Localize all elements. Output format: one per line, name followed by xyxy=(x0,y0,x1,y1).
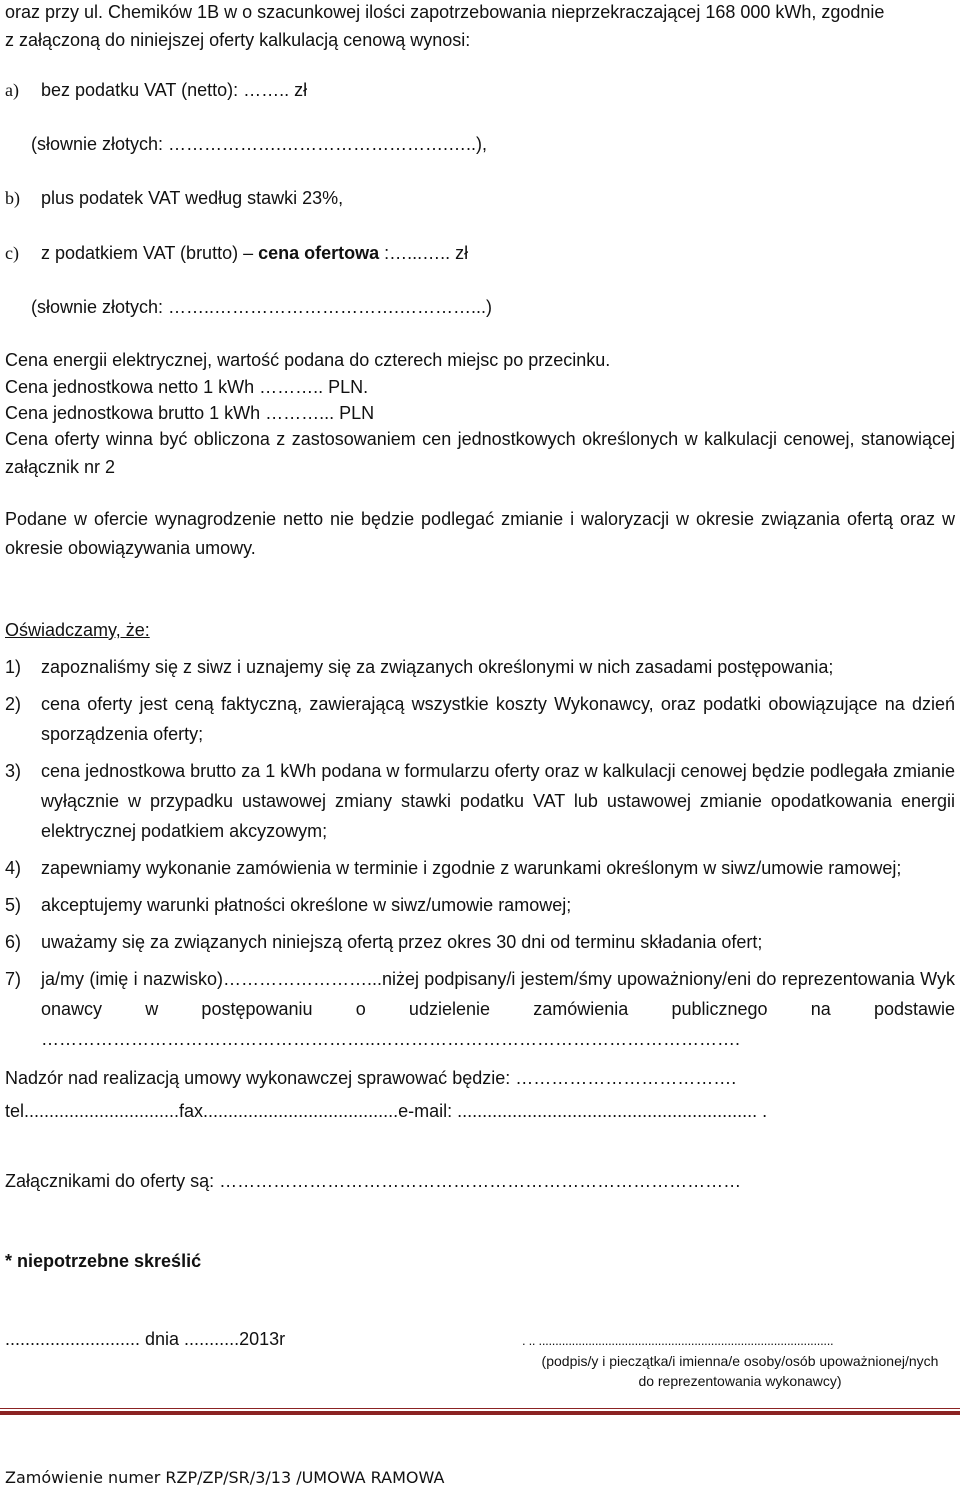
intro-line-2: z załączoną do niniejszej oferty kalkulacją cenową wynosi: xyxy=(5,30,471,50)
item-text: akceptujemy warunki płatności określone w siwz/umowie ramowej; xyxy=(41,895,572,915)
item-text: zapewniamy wykonanie zamówienia w terminie i zgodnie z warunkami określonym w siwz/umowie ramowej; xyxy=(41,858,902,878)
item-number: 3) xyxy=(5,761,22,781)
item-marker-c: c) xyxy=(5,243,19,263)
remuneration-note: Podane w ofercie wynagrodzenie netto nie będzie podlegać zmianie i waloryzacji w okresie związania ofertą oraz w okresie obowiązywania umowy. xyxy=(5,509,955,558)
item-text: cena jednostkowa brutto za 1 kWh podana w formularzu oferty oraz w kalkulacji cenowej będzie podlegała zmianie wyłącznie w przypadku ustawowej zmiany stawki podatku VAT lub ustawowej zmianie opodatkowania energii elektrycznej podatkiem akcyzowym; xyxy=(41,761,955,841)
supervision-line: Nadzór nad realizacją umowy wykonawczej sprawować będzie: ………………………………. xyxy=(5,1068,737,1088)
item-marker-a: a) xyxy=(5,80,19,100)
attachments-line: Załącznikami do oferty są: …………………………………………………………………………… xyxy=(5,1171,742,1191)
item-text: zapoznaliśmy się z siwz i uznajemy się za związanych określonymi w nich zasadami postępowania; xyxy=(41,657,834,677)
signature-dots: . .. ......................................................................................... xyxy=(522,1333,834,1348)
price-gross-prefix: z podatkiem VAT (brutto) – xyxy=(41,243,259,263)
item-text: uważamy się za związanych niniejszą ofertą przez okres 30 dni od terminu składania ofert; xyxy=(41,932,763,952)
offer-price-label: cena ofertowa xyxy=(258,243,380,263)
item-marker-b: b) xyxy=(5,188,20,208)
contact-line: tel...............................fax.......................................e-mail: ............................................................ . xyxy=(5,1101,768,1121)
item-number: 7) xyxy=(5,969,22,989)
footer-rule-thick xyxy=(0,1411,960,1415)
vat-rate-line xyxy=(5,187,343,209)
unit-price-gross: Cena jednostkowa brutto 1 kWh ………... PLN xyxy=(5,403,375,423)
price-gross-line xyxy=(5,242,468,264)
strike-note: * niepotrzebne skreślić xyxy=(5,1251,202,1271)
price-net-line xyxy=(5,79,307,101)
price-net-words: (słownie złotych: ……………….……………………….…..), xyxy=(31,134,488,154)
intro-line-1: oraz przy ul. Chemików 1B w o szacunkowej ilości zapotrzebowania nieprzekraczającej 168 000 kWh, zgodnie xyxy=(5,2,885,22)
price-gross-suffix: :…...….. zł xyxy=(379,243,469,263)
footer-rule-thin xyxy=(0,1408,960,1409)
vat-rate-text: plus podatek VAT według stawki 23%, xyxy=(41,188,344,208)
item-text: ja/my (imię i nazwisko)……………………...niżej podpisany/i jestem/śmy upoważniony/eni do reprezentowania Wykonawcy w postępowaniu o udzielenie zamówienia publicznego na podstawie ………………………………………………..……………………………………………………. xyxy=(41,969,955,1049)
declaration-heading: Oświadczamy, że: xyxy=(5,620,150,640)
item-number: 1) xyxy=(5,657,22,677)
signature-caption-2: do reprezentowania wykonawcy) xyxy=(638,1373,842,1389)
signature-caption-1: (podpis/y i pieczątka/i imienna/e osoby/osób upoważnionej/nych xyxy=(541,1353,939,1369)
item-number: 6) xyxy=(5,932,22,952)
unit-price-note: Cena energii elektrycznej, wartość podana do czterech miejsc po przecinku. xyxy=(5,350,611,370)
item-number: 2) xyxy=(5,694,22,714)
footer-order-number: Zamówienie numer RZP/ZP/SR/3/13 /UMOWA RAMOWA xyxy=(5,1468,445,1487)
price-gross-words: (słownie złotych: ……..………………………….…………...) xyxy=(31,297,493,317)
price-net-text: bez podatku VAT (netto): …….. zł xyxy=(41,80,308,100)
unit-price-net: Cena jednostkowa netto 1 kWh ……….. PLN. xyxy=(5,377,369,397)
calculation-note: Cena oferty winna być obliczona z zastosowaniem cen jednostkowych określonych w kalkulacji cenowej, stanowiącej załącznik nr 2 xyxy=(5,429,955,477)
item-number: 5) xyxy=(5,895,22,915)
date-line: ........................... dnia ...........2013r xyxy=(5,1329,286,1349)
item-number: 4) xyxy=(5,858,22,878)
item-text: cena oferty jest ceną faktyczną, zawierającą wszystkie koszty Wykonawcy, oraz podatki obowiązujące na dzień sporządzenia oferty; xyxy=(41,694,955,744)
